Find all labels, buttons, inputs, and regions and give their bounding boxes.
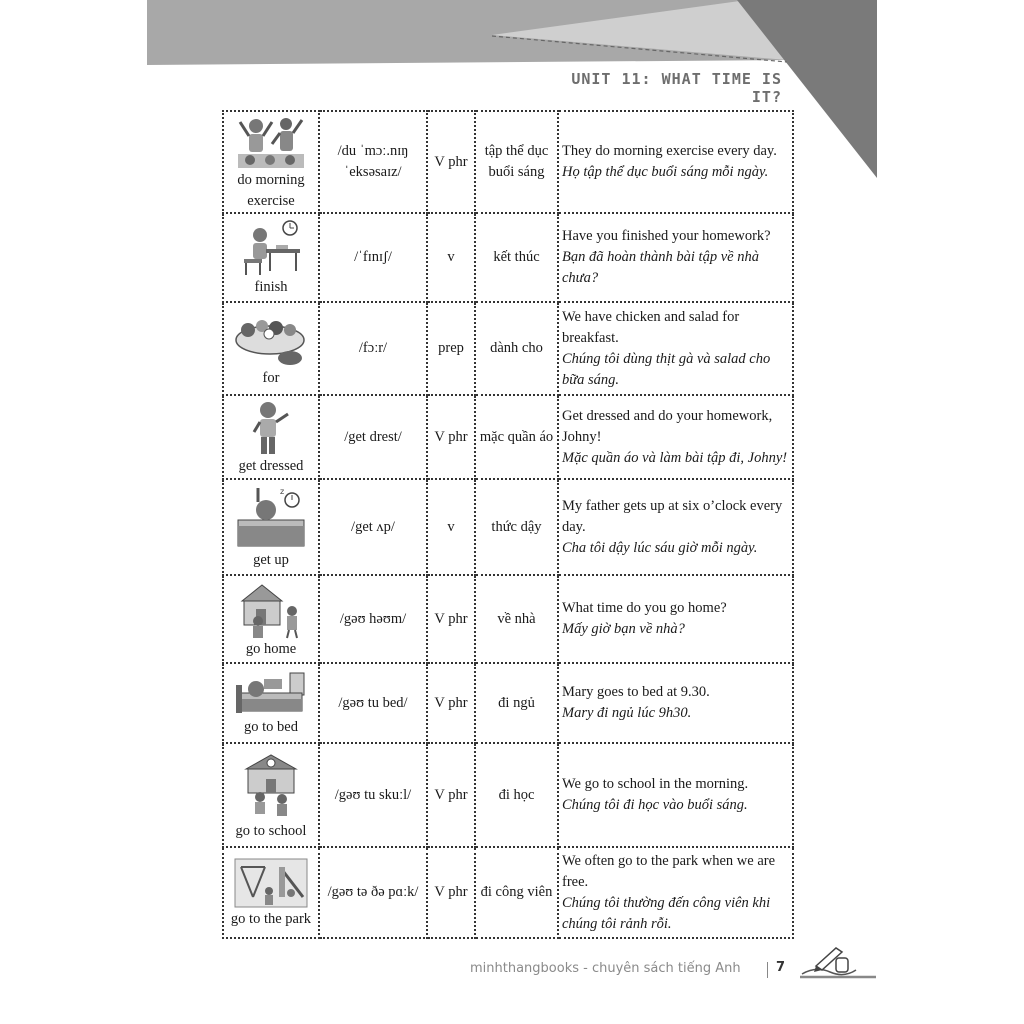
ipa-cell: /gəʊ həʊm/	[319, 575, 427, 663]
example-cell	[558, 213, 793, 302]
example-vietnamese: Mary đi ngủ lúc 9h30.	[562, 705, 692, 721]
example-english: We go to school in the morning.	[562, 776, 749, 792]
word-label: finish	[254, 279, 288, 295]
ipa-cell: /gəʊ tə ðə pɑːk/	[319, 847, 427, 938]
word-label: do morning exercise	[237, 172, 305, 209]
page-number: 7	[776, 960, 786, 975]
ipa-cell: /get drest/	[319, 395, 427, 479]
example-vietnamese: Mặc quần áo và làm bài tập đi, Johny!	[562, 449, 788, 466]
example-english: They do morning exercise every day.	[562, 143, 777, 159]
example-cell	[558, 575, 793, 663]
example-cell	[558, 847, 793, 938]
footer-brand: minhthangbooks - chuyên sách tiếng Anh	[470, 961, 741, 976]
word-cell	[223, 111, 319, 213]
meaning-cell: thức dậy	[475, 479, 558, 575]
example-vietnamese: Chúng tôi thường đến công viên khi chúng tôi rảnh rỗi.	[562, 894, 771, 932]
example-english: Have you finished your homework?	[562, 228, 771, 244]
example-vietnamese: Chúng tôi đi học vào buổi sáng.	[562, 797, 748, 813]
example-english: My father gets up at six o’clock every day.	[562, 497, 783, 535]
table-row	[223, 575, 793, 663]
example-vietnamese: Họ tập thể dục buổi sáng mỗi ngày.	[562, 164, 769, 180]
meaning-cell: về nhà	[475, 575, 558, 663]
meaning-cell: tập thể dục buổi sáng	[475, 111, 558, 213]
word-label: go to the park	[230, 911, 312, 927]
svg-text:z: z	[280, 486, 285, 496]
table-row	[223, 302, 793, 395]
word-cell	[223, 847, 319, 938]
word-label: go to bed	[244, 718, 298, 735]
example-english: What time do you go home?	[562, 600, 727, 616]
meaning-cell: đi công viên	[475, 847, 558, 938]
waking-up-icon	[236, 486, 306, 550]
word-cell	[223, 479, 319, 575]
footer-divider	[767, 962, 768, 978]
meaning-cell: mặc quần áo	[475, 395, 558, 479]
ipa-cell: /gəʊ tu bed/	[319, 663, 427, 743]
table-row	[223, 847, 793, 938]
dressing-boy-icon	[246, 400, 296, 456]
example-english: We have chicken and salad for breakfast.	[562, 308, 740, 346]
word-cell	[223, 395, 319, 479]
example-english: Mary goes to bed at 9.30.	[562, 684, 710, 700]
example-cell	[558, 395, 793, 479]
table-row	[223, 213, 793, 302]
example-english: We often go to the park when we are free.	[562, 852, 776, 890]
table-row	[223, 479, 793, 575]
example-cell	[558, 663, 793, 743]
word-label: get up	[253, 551, 289, 568]
meaning-cell: đi ngủ	[475, 663, 558, 743]
word-cell	[223, 213, 319, 302]
pencil-writing-icon	[796, 944, 878, 980]
example-cell	[558, 111, 793, 213]
ipa-cell: /du ˈmɔː.nɪŋ ˈeksəsaɪz/	[319, 111, 427, 213]
example-vietnamese: Mấy giờ bạn về nhà?	[562, 621, 685, 637]
word-label: get dressed	[238, 457, 304, 474]
table-row	[223, 395, 793, 479]
word-label: go to school	[235, 822, 307, 839]
example-vietnamese: Chúng tôi dùng thịt gà và salad cho bữa sáng.	[562, 350, 771, 388]
table-row	[223, 663, 793, 743]
pos-cell: V phr	[427, 743, 475, 847]
word-cell	[223, 743, 319, 847]
pos-cell: v	[427, 479, 475, 575]
unit-title: UNIT 11: WHAT TIME IS IT?	[571, 70, 782, 106]
pos-cell: prep	[427, 302, 475, 395]
pos-cell: V phr	[427, 395, 475, 479]
example-vietnamese: Bạn đã hoàn thành bài tập về nhà chưa?	[562, 249, 759, 286]
word-cell	[223, 575, 319, 663]
ipa-cell: /fɔːr/	[319, 302, 427, 395]
homework-icon	[238, 219, 304, 277]
example-english: Get dressed and do your homework, Johny!	[562, 407, 773, 445]
pos-cell: V phr	[427, 111, 475, 213]
pos-cell: V phr	[427, 663, 475, 743]
pos-cell: v	[427, 213, 475, 302]
vocabulary-table	[222, 110, 794, 939]
school-icon	[236, 751, 306, 821]
word-label: go home	[245, 640, 297, 657]
table-row	[223, 743, 793, 847]
pos-cell: V phr	[427, 575, 475, 663]
ipa-cell: /get ʌp/	[319, 479, 427, 575]
ipa-cell: /gəʊ tu skuːl/	[319, 743, 427, 847]
table-row	[223, 111, 793, 213]
ipa-cell: /ˈfɪnɪʃ/	[319, 213, 427, 302]
example-cell	[558, 479, 793, 575]
word-label: for	[262, 370, 280, 386]
example-vietnamese: Cha tôi dậy lúc sáu giờ mỗi ngày.	[562, 539, 758, 556]
exercise-icon	[236, 114, 306, 170]
example-cell	[558, 302, 793, 395]
meaning-cell: dành cho	[475, 302, 558, 395]
meaning-cell: đi học	[475, 743, 558, 847]
salad-icon	[234, 310, 308, 368]
word-cell	[223, 663, 319, 743]
going-home-icon	[236, 581, 306, 639]
word-cell	[223, 302, 319, 395]
park-icon	[233, 857, 309, 909]
pos-cell: V phr	[427, 847, 475, 938]
meaning-cell: kết thúc	[475, 213, 558, 302]
bed-icon	[234, 671, 308, 717]
example-cell	[558, 743, 793, 847]
